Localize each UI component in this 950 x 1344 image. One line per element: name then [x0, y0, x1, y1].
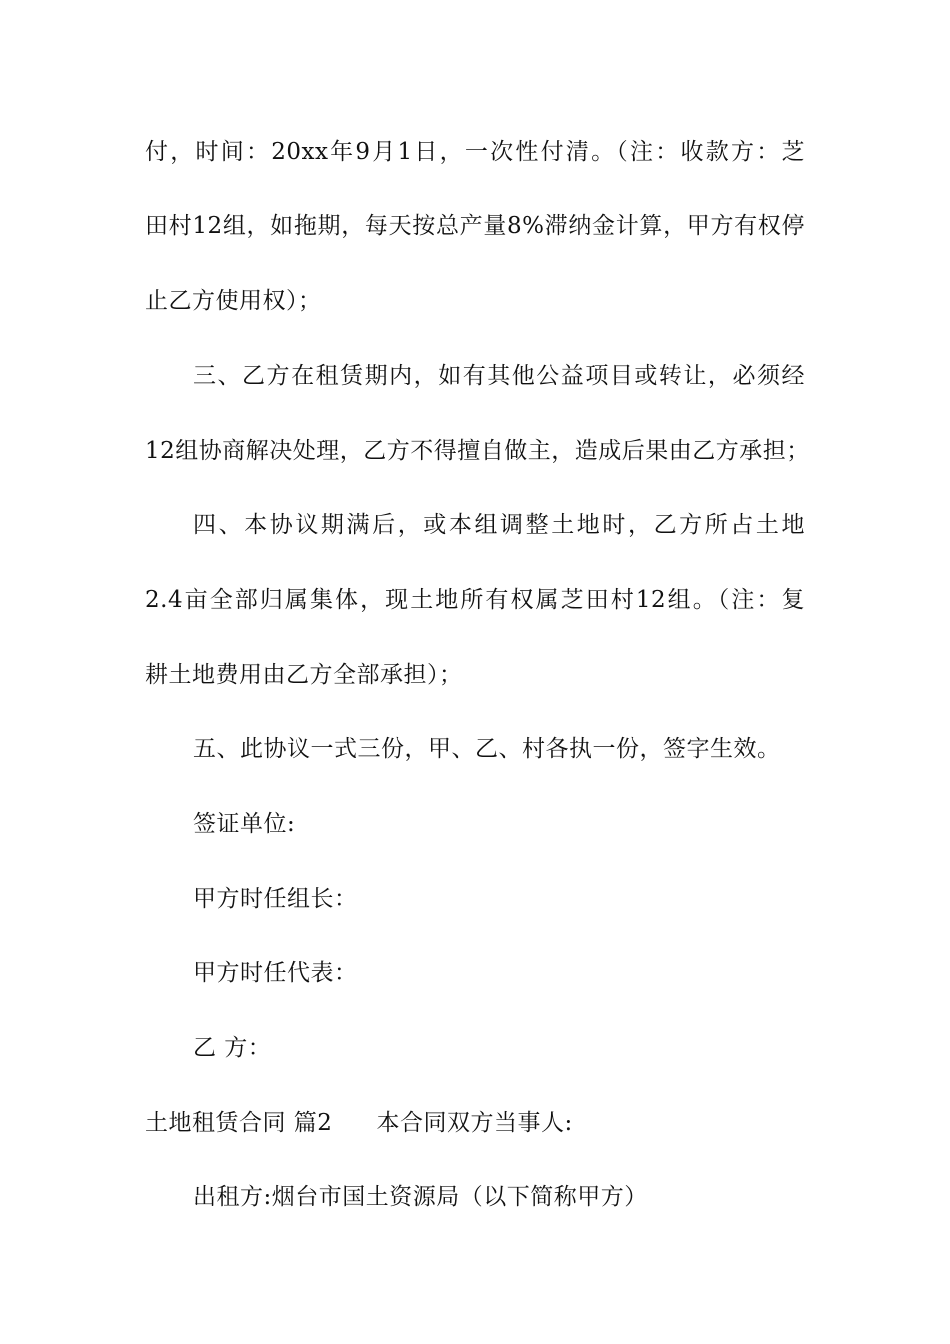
paragraph-2-line-1: 三、乙方在租赁期内，如有其他公益项目或转让，必须经 — [193, 363, 805, 389]
paragraph-4: 五、此协议一式三份，甲、乙、村各执一份，签字生效。 — [193, 736, 781, 762]
paragraph-1-line-1: 付，时间：20xx年9月1日，一次性付清。（注：收款方：芝 — [145, 139, 805, 165]
section-2-heading: 土地租赁合同 篇2 — [145, 1110, 333, 1136]
section-2-lessor: 出租方:烟台市国土资源局（以下简称甲方） — [193, 1184, 648, 1210]
section-2-parties-intro: 本合同双方当事人: — [376, 1110, 573, 1136]
signature-party-b-label: 乙 方： — [193, 1035, 272, 1061]
signature-representative-label: 甲方时任代表： — [193, 960, 358, 986]
paragraph-3-line-1: 四、本协议期满后，或本组调整土地时，乙方所占土地 — [193, 512, 805, 538]
paragraph-3-line-3: 耕土地费用由乙方全部承担）； — [145, 662, 463, 688]
paragraph-1-line-3: 止乙方使用权）； — [145, 288, 322, 314]
section-2-heading-row — [145, 1108, 573, 1138]
paragraph-3-line-2: 2.4亩全部归属集体，现土地所有权属芝田村12组。（注：复 — [145, 587, 805, 613]
paragraph-2-line-2: 12组协商解决处理，乙方不得擅自做主，造成后果由乙方承担； — [145, 438, 810, 464]
signature-unit-label: 签证单位: — [193, 811, 296, 837]
paragraph-1-line-2: 田村12组，如拖期，每天按总产量8%滞纳金计算，甲方有权停 — [145, 213, 805, 239]
signature-group-leader-label: 甲方时任组长： — [193, 886, 358, 912]
